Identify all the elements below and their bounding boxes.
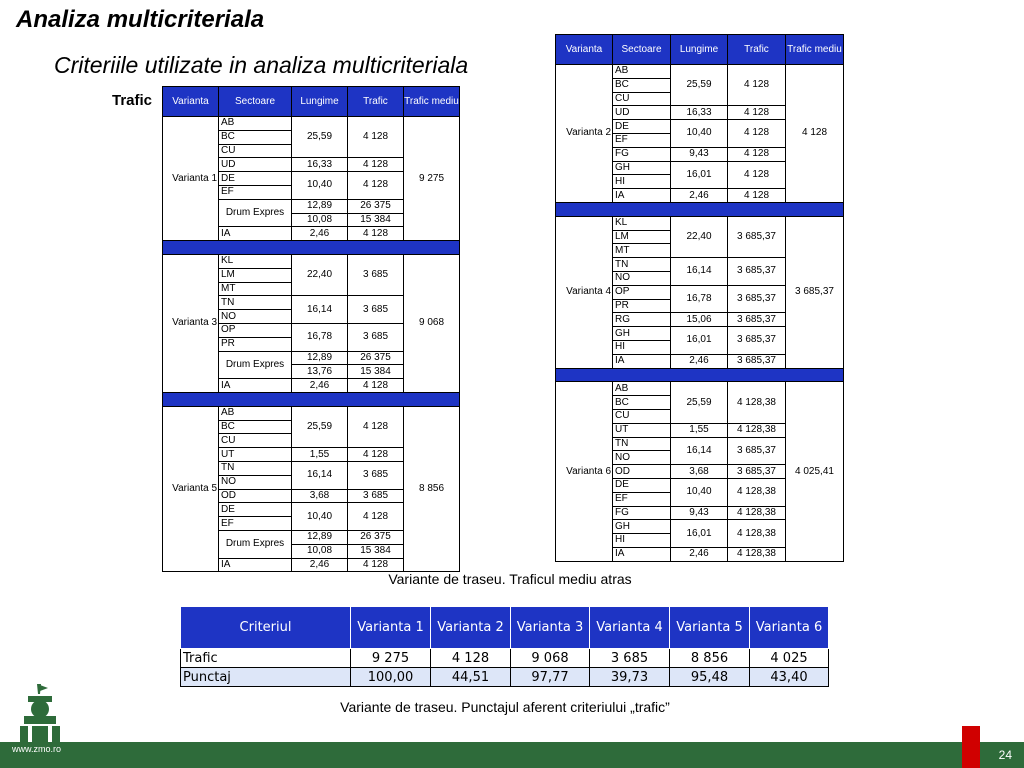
sector-cell: PR	[613, 299, 671, 313]
separator-cell	[163, 241, 460, 255]
criterion-value: 95,48	[670, 668, 750, 687]
traffic-cell: 3 685	[348, 296, 404, 324]
length-cell: 12,89	[292, 351, 348, 365]
length-cell: 15,06	[671, 313, 728, 327]
criterion-value: 100,00	[351, 668, 431, 687]
sector-cell: OP	[613, 285, 671, 299]
criteria-table	[180, 606, 829, 687]
column-header: Lungime	[292, 87, 348, 117]
criteria-column-header: Varianta 6	[750, 607, 829, 649]
traffic-cell: 26 375	[348, 530, 404, 544]
criteria-column-header: Varianta 2	[431, 607, 511, 649]
length-cell: 16,78	[292, 323, 348, 351]
sector-cell: IA	[219, 379, 292, 393]
traffic-cell: 3 685,37	[728, 327, 786, 355]
column-header: Lungime	[671, 35, 728, 65]
sector-cell: IA	[219, 558, 292, 572]
length-cell: 12,89	[292, 199, 348, 213]
length-cell: 2,46	[671, 189, 728, 203]
traffic-cell: 4 128	[728, 161, 786, 189]
sector-cell: IA	[613, 547, 671, 561]
column-header: Varianta	[556, 35, 613, 65]
length-cell: 25,59	[671, 65, 728, 106]
mean-traffic-cell: 4 128	[786, 65, 844, 203]
traffic-cell: 15 384	[348, 365, 404, 379]
length-cell: 16,14	[292, 461, 348, 489]
length-cell: 9,43	[671, 506, 728, 520]
table-row	[163, 406, 460, 420]
sector-cell: HI	[613, 534, 671, 548]
sector-cell: CU	[613, 92, 671, 106]
slide-subtitle: Criteriile utilizate in analiza multicriteriala	[54, 52, 469, 78]
criterion-label: Punctaj	[181, 668, 351, 687]
table-row	[556, 65, 844, 79]
separator-cell	[556, 368, 844, 382]
table-header-row	[556, 35, 844, 65]
sector-cell: Drum Expres	[219, 199, 292, 227]
separator-row	[163, 392, 460, 406]
table-row	[163, 254, 460, 268]
sector-cell: BC	[613, 78, 671, 92]
sector-cell: TN	[613, 258, 671, 272]
sector-cell: NO	[613, 451, 671, 465]
sector-cell: HI	[613, 175, 671, 189]
length-cell: 3,68	[671, 465, 728, 479]
sector-cell: GH	[613, 520, 671, 534]
table-row	[556, 216, 844, 230]
sector-cell: FG	[613, 147, 671, 161]
coat-of-arms-logo	[14, 682, 66, 744]
traffic-cell: 4 128	[728, 65, 786, 106]
sector-cell: AB	[613, 65, 671, 79]
mean-traffic-cell: 8 856	[404, 406, 460, 572]
length-cell: 10,08	[292, 544, 348, 558]
length-cell: 10,40	[292, 172, 348, 200]
trafic-label: Trafic	[112, 92, 153, 109]
sector-cell: CU	[219, 144, 292, 158]
sector-cell: IA	[613, 354, 671, 368]
sector-cell: IA	[219, 227, 292, 241]
traffic-cell: 3 685,37	[728, 313, 786, 327]
sector-cell: OP	[219, 323, 292, 337]
traffic-cell: 15 384	[348, 544, 404, 558]
separator-row	[163, 241, 460, 255]
traffic-cell: 4 128	[348, 227, 404, 241]
traffic-cell: 4 128,38	[728, 382, 786, 423]
sector-cell: UD	[219, 158, 292, 172]
sector-cell: EF	[219, 517, 292, 531]
left-route-table	[162, 86, 460, 572]
mean-traffic-cell: 9 068	[404, 254, 460, 392]
criterion-value: 44,51	[431, 668, 511, 687]
traffic-cell: 4 128	[348, 172, 404, 200]
sector-cell: UT	[613, 423, 671, 437]
criterion-label: Trafic	[181, 649, 351, 668]
traffic-cell: 4 128,38	[728, 506, 786, 520]
column-header: Trafic mediu	[786, 35, 844, 65]
criterion-value: 43,40	[750, 668, 829, 687]
column-header: Trafic mediu	[404, 87, 460, 117]
length-cell: 16,01	[671, 520, 728, 548]
sector-cell: DE	[613, 120, 671, 134]
criterion-value: 9 275	[351, 649, 431, 668]
sector-cell: DE	[613, 478, 671, 492]
length-cell: 10,40	[292, 503, 348, 531]
table-row	[556, 382, 844, 396]
page-number: 24	[998, 748, 1012, 762]
criteria-column-header: Varianta 1	[351, 607, 431, 649]
traffic-cell: 4 128	[348, 503, 404, 531]
traffic-cell: 15 384	[348, 213, 404, 227]
traffic-cell: 4 128,38	[728, 478, 786, 506]
sector-cell: BC	[219, 420, 292, 434]
traffic-cell: 4 128	[348, 448, 404, 462]
sector-cell: OD	[613, 465, 671, 479]
length-cell: 25,59	[292, 117, 348, 158]
sector-cell: Drum Expres	[219, 530, 292, 558]
column-header: Trafic	[728, 35, 786, 65]
length-cell: 2,46	[292, 379, 348, 393]
criteria-column-header: Varianta 5	[670, 607, 750, 649]
caption-traffic: Variante de traseu. Traficul mediu atras	[388, 571, 632, 587]
length-cell: 16,14	[292, 296, 348, 324]
criteria-row	[181, 649, 829, 668]
length-cell: 2,46	[671, 354, 728, 368]
sector-cell: GH	[613, 161, 671, 175]
separator-cell	[556, 202, 844, 216]
sector-cell: DE	[219, 503, 292, 517]
length-cell: 16,33	[292, 158, 348, 172]
column-header: Sectoare	[219, 87, 292, 117]
sector-cell: NO	[613, 271, 671, 285]
length-cell: 1,55	[671, 423, 728, 437]
table-header-row	[163, 87, 460, 117]
length-cell: 2,46	[292, 558, 348, 572]
sector-cell: EF	[613, 133, 671, 147]
column-header: Sectoare	[613, 35, 671, 65]
traffic-cell: 4 128	[348, 406, 404, 447]
traffic-cell: 4 128	[348, 379, 404, 393]
traffic-cell: 4 128	[728, 120, 786, 148]
traffic-cell: 4 128	[728, 147, 786, 161]
traffic-cell: 4 128	[348, 117, 404, 158]
length-cell: 10,08	[292, 213, 348, 227]
sector-cell: CU	[613, 409, 671, 423]
length-cell: 16,78	[671, 285, 728, 313]
sector-cell: Drum Expres	[219, 351, 292, 379]
sector-cell: PR	[219, 337, 292, 351]
traffic-cell: 26 375	[348, 351, 404, 365]
traffic-cell: 4 128,38	[728, 520, 786, 548]
separator-row	[556, 368, 844, 382]
criterion-value: 39,73	[590, 668, 670, 687]
traffic-cell: 4 128	[348, 158, 404, 172]
length-cell: 2,46	[671, 547, 728, 561]
variant-label: Varianta 2	[556, 65, 613, 203]
traffic-cell: 3 685,37	[728, 216, 786, 257]
mean-traffic-cell: 9 275	[404, 117, 460, 241]
length-cell: 9,43	[671, 147, 728, 161]
sector-cell: AB	[219, 406, 292, 420]
sector-cell: TN	[219, 296, 292, 310]
criterion-value: 4 025	[750, 649, 829, 668]
sector-cell: AB	[613, 382, 671, 396]
sector-cell: BC	[613, 396, 671, 410]
sector-cell: FG	[613, 506, 671, 520]
right-route-table	[555, 34, 844, 562]
mean-traffic-cell: 3 685,37	[786, 216, 844, 368]
traffic-cell: 3 685	[348, 489, 404, 503]
sector-cell: UD	[613, 106, 671, 120]
sector-cell: UT	[219, 448, 292, 462]
traffic-cell: 4 128	[728, 106, 786, 120]
sector-cell: LM	[219, 268, 292, 282]
criterion-value: 3 685	[590, 649, 670, 668]
traffic-cell: 4 128,38	[728, 547, 786, 561]
traffic-cell: 4 128,38	[728, 423, 786, 437]
mean-traffic-cell: 4 025,41	[786, 382, 844, 561]
traffic-cell: 4 128	[348, 558, 404, 572]
length-cell: 16,14	[671, 437, 728, 465]
red-accent-bar	[962, 726, 980, 768]
sector-cell: NO	[219, 310, 292, 324]
length-cell: 12,89	[292, 530, 348, 544]
sector-cell: EF	[613, 492, 671, 506]
sector-cell: TN	[613, 437, 671, 451]
sector-cell: LM	[613, 230, 671, 244]
traffic-cell: 3 685,37	[728, 285, 786, 313]
criteria-header-row	[181, 607, 829, 649]
length-cell: 22,40	[292, 254, 348, 295]
table-row	[163, 117, 460, 131]
traffic-cell: 3 685,37	[728, 437, 786, 465]
traffic-cell: 3 685,37	[728, 354, 786, 368]
sector-cell: RG	[613, 313, 671, 327]
sector-cell: EF	[219, 185, 292, 199]
sector-cell: OD	[219, 489, 292, 503]
length-cell: 2,46	[292, 227, 348, 241]
length-cell: 16,33	[671, 106, 728, 120]
sector-cell: MT	[613, 244, 671, 258]
criterion-value: 8 856	[670, 649, 750, 668]
length-cell: 16,14	[671, 258, 728, 286]
separator-row	[556, 202, 844, 216]
footer-bar	[0, 742, 1024, 768]
criteria-column-header: Varianta 3	[511, 607, 590, 649]
criterion-value: 9 068	[511, 649, 590, 668]
variant-label: Varianta 1	[163, 117, 219, 241]
length-cell: 16,01	[671, 327, 728, 355]
sector-cell: GH	[613, 327, 671, 341]
criterion-value: 97,77	[511, 668, 590, 687]
variant-label: Varianta 4	[556, 216, 613, 368]
length-cell: 25,59	[671, 382, 728, 423]
sector-cell: CU	[219, 434, 292, 448]
length-cell: 1,55	[292, 448, 348, 462]
traffic-cell: 4 128	[728, 189, 786, 203]
sector-cell: IA	[613, 189, 671, 203]
length-cell: 25,59	[292, 406, 348, 447]
traffic-cell: 3 685	[348, 323, 404, 351]
footer-url[interactable]: www.zmo.ro	[12, 744, 62, 754]
length-cell: 3,68	[292, 489, 348, 503]
sector-cell: MT	[219, 282, 292, 296]
slide-title: Analiza multicriteriala	[16, 6, 265, 33]
separator-cell	[163, 392, 460, 406]
traffic-cell: 3 685,37	[728, 258, 786, 286]
sector-cell: BC	[219, 130, 292, 144]
criteria-column-header: Criteriul	[181, 607, 351, 649]
length-cell: 22,40	[671, 216, 728, 257]
sector-cell: NO	[219, 475, 292, 489]
sector-cell: KL	[613, 216, 671, 230]
criteria-row	[181, 668, 829, 687]
traffic-cell: 3 685	[348, 254, 404, 295]
sector-cell: HI	[613, 340, 671, 354]
traffic-cell: 26 375	[348, 199, 404, 213]
column-header: Trafic	[348, 87, 404, 117]
traffic-cell: 3 685	[348, 461, 404, 489]
length-cell: 10,40	[671, 120, 728, 148]
variant-label: Varianta 5	[163, 406, 219, 572]
sector-cell: KL	[219, 254, 292, 268]
variant-label: Varianta 3	[163, 254, 219, 392]
criterion-value: 4 128	[431, 649, 511, 668]
variant-label: Varianta 6	[556, 382, 613, 561]
sector-cell: TN	[219, 461, 292, 475]
sector-cell: AB	[219, 117, 292, 131]
sector-cell: DE	[219, 172, 292, 186]
criteria-column-header: Varianta 4	[590, 607, 670, 649]
length-cell: 13,76	[292, 365, 348, 379]
column-header: Varianta	[163, 87, 219, 117]
traffic-cell: 3 685,37	[728, 465, 786, 479]
length-cell: 10,40	[671, 478, 728, 506]
caption-score: Variante de traseu. Punctajul aferent criteriului „trafic”	[340, 699, 670, 715]
length-cell: 16,01	[671, 161, 728, 189]
